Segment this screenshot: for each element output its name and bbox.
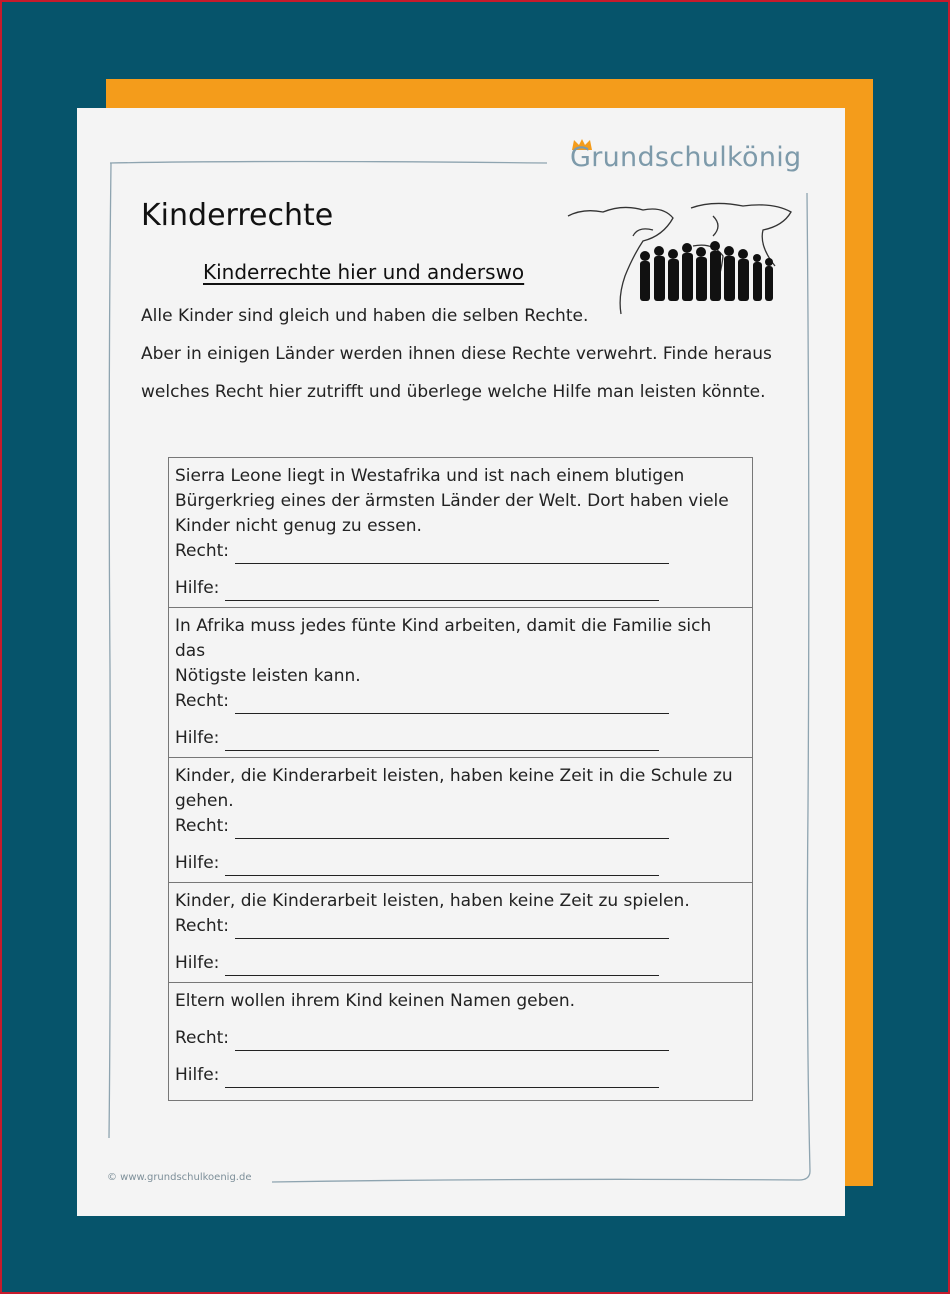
- intro-line: Aber in einigen Länder werden ihnen diese Rechte verwehrt. Finde heraus: [141, 344, 772, 364]
- task-row: [169, 608, 753, 758]
- recht-line[interactable]: [235, 545, 669, 564]
- recht-line[interactable]: [235, 695, 669, 714]
- task-row: [169, 983, 753, 1101]
- page-title: Kinderrechte: [141, 198, 334, 233]
- hilfe-field[interactable]: Hilfe:: [175, 576, 746, 601]
- recht-field[interactable]: Recht:: [175, 1026, 746, 1051]
- intro-line: welches Recht hier zutrifft und überlege welche Hilfe man leisten könnte.: [141, 382, 766, 402]
- task-text: Nötigste leisten kann.: [175, 666, 361, 686]
- recht-line[interactable]: [235, 920, 669, 939]
- task-row: [169, 458, 753, 608]
- hilfe-field[interactable]: Hilfe:: [175, 1063, 746, 1088]
- recht-line[interactable]: [235, 1032, 669, 1051]
- task-text: Kinder nicht genug zu essen.: [175, 516, 422, 536]
- world-map-children-illustration: [563, 196, 809, 316]
- task-text: Bürgerkrieg eines der ärmsten Länder der Welt. Dort haben viele: [175, 491, 729, 511]
- hilfe-field[interactable]: Hilfe:: [175, 851, 746, 876]
- hilfe-line[interactable]: [225, 732, 659, 751]
- recht-field[interactable]: Recht:: [175, 539, 746, 564]
- copyright-footer: © www.grundschulkoenig.de: [107, 1172, 252, 1183]
- task-text: Kinder, die Kinderarbeit leisten, haben keine Zeit zu spielen.: [175, 891, 690, 911]
- hilfe-field[interactable]: Hilfe:: [175, 951, 746, 976]
- page-subtitle: Kinderrechte hier und anderswo: [203, 260, 525, 284]
- task-text: Sierra Leone liegt in Westafrika und ist nach einem blutigen: [175, 466, 685, 486]
- hilfe-line[interactable]: [225, 957, 659, 976]
- intro-line: Alle Kinder sind gleich und haben die selben Rechte.: [141, 306, 589, 326]
- recht-field[interactable]: Recht:: [175, 914, 746, 939]
- task-text: gehen.: [175, 791, 234, 811]
- recht-line[interactable]: [235, 820, 669, 839]
- task-table: [168, 457, 753, 1101]
- task-row: [169, 883, 753, 983]
- hilfe-field[interactable]: Hilfe:: [175, 726, 746, 751]
- worksheet: [77, 108, 845, 1216]
- task-text: Kinder, die Kinderarbeit leisten, haben keine Zeit in die Schule zu: [175, 766, 733, 786]
- task-text: Eltern wollen ihrem Kind keinen Namen geben.: [175, 991, 576, 1011]
- task-text: In Afrika muss jedes fünte Kind arbeiten, damit die Familie sich das: [175, 616, 712, 661]
- hilfe-line[interactable]: [225, 582, 659, 601]
- brand-logo: Grundschulkönig: [570, 142, 802, 173]
- recht-field[interactable]: Recht:: [175, 814, 746, 839]
- hilfe-line[interactable]: [225, 1069, 659, 1088]
- task-row: [169, 758, 753, 883]
- hilfe-line[interactable]: [225, 857, 659, 876]
- recht-field[interactable]: Recht:: [175, 689, 746, 714]
